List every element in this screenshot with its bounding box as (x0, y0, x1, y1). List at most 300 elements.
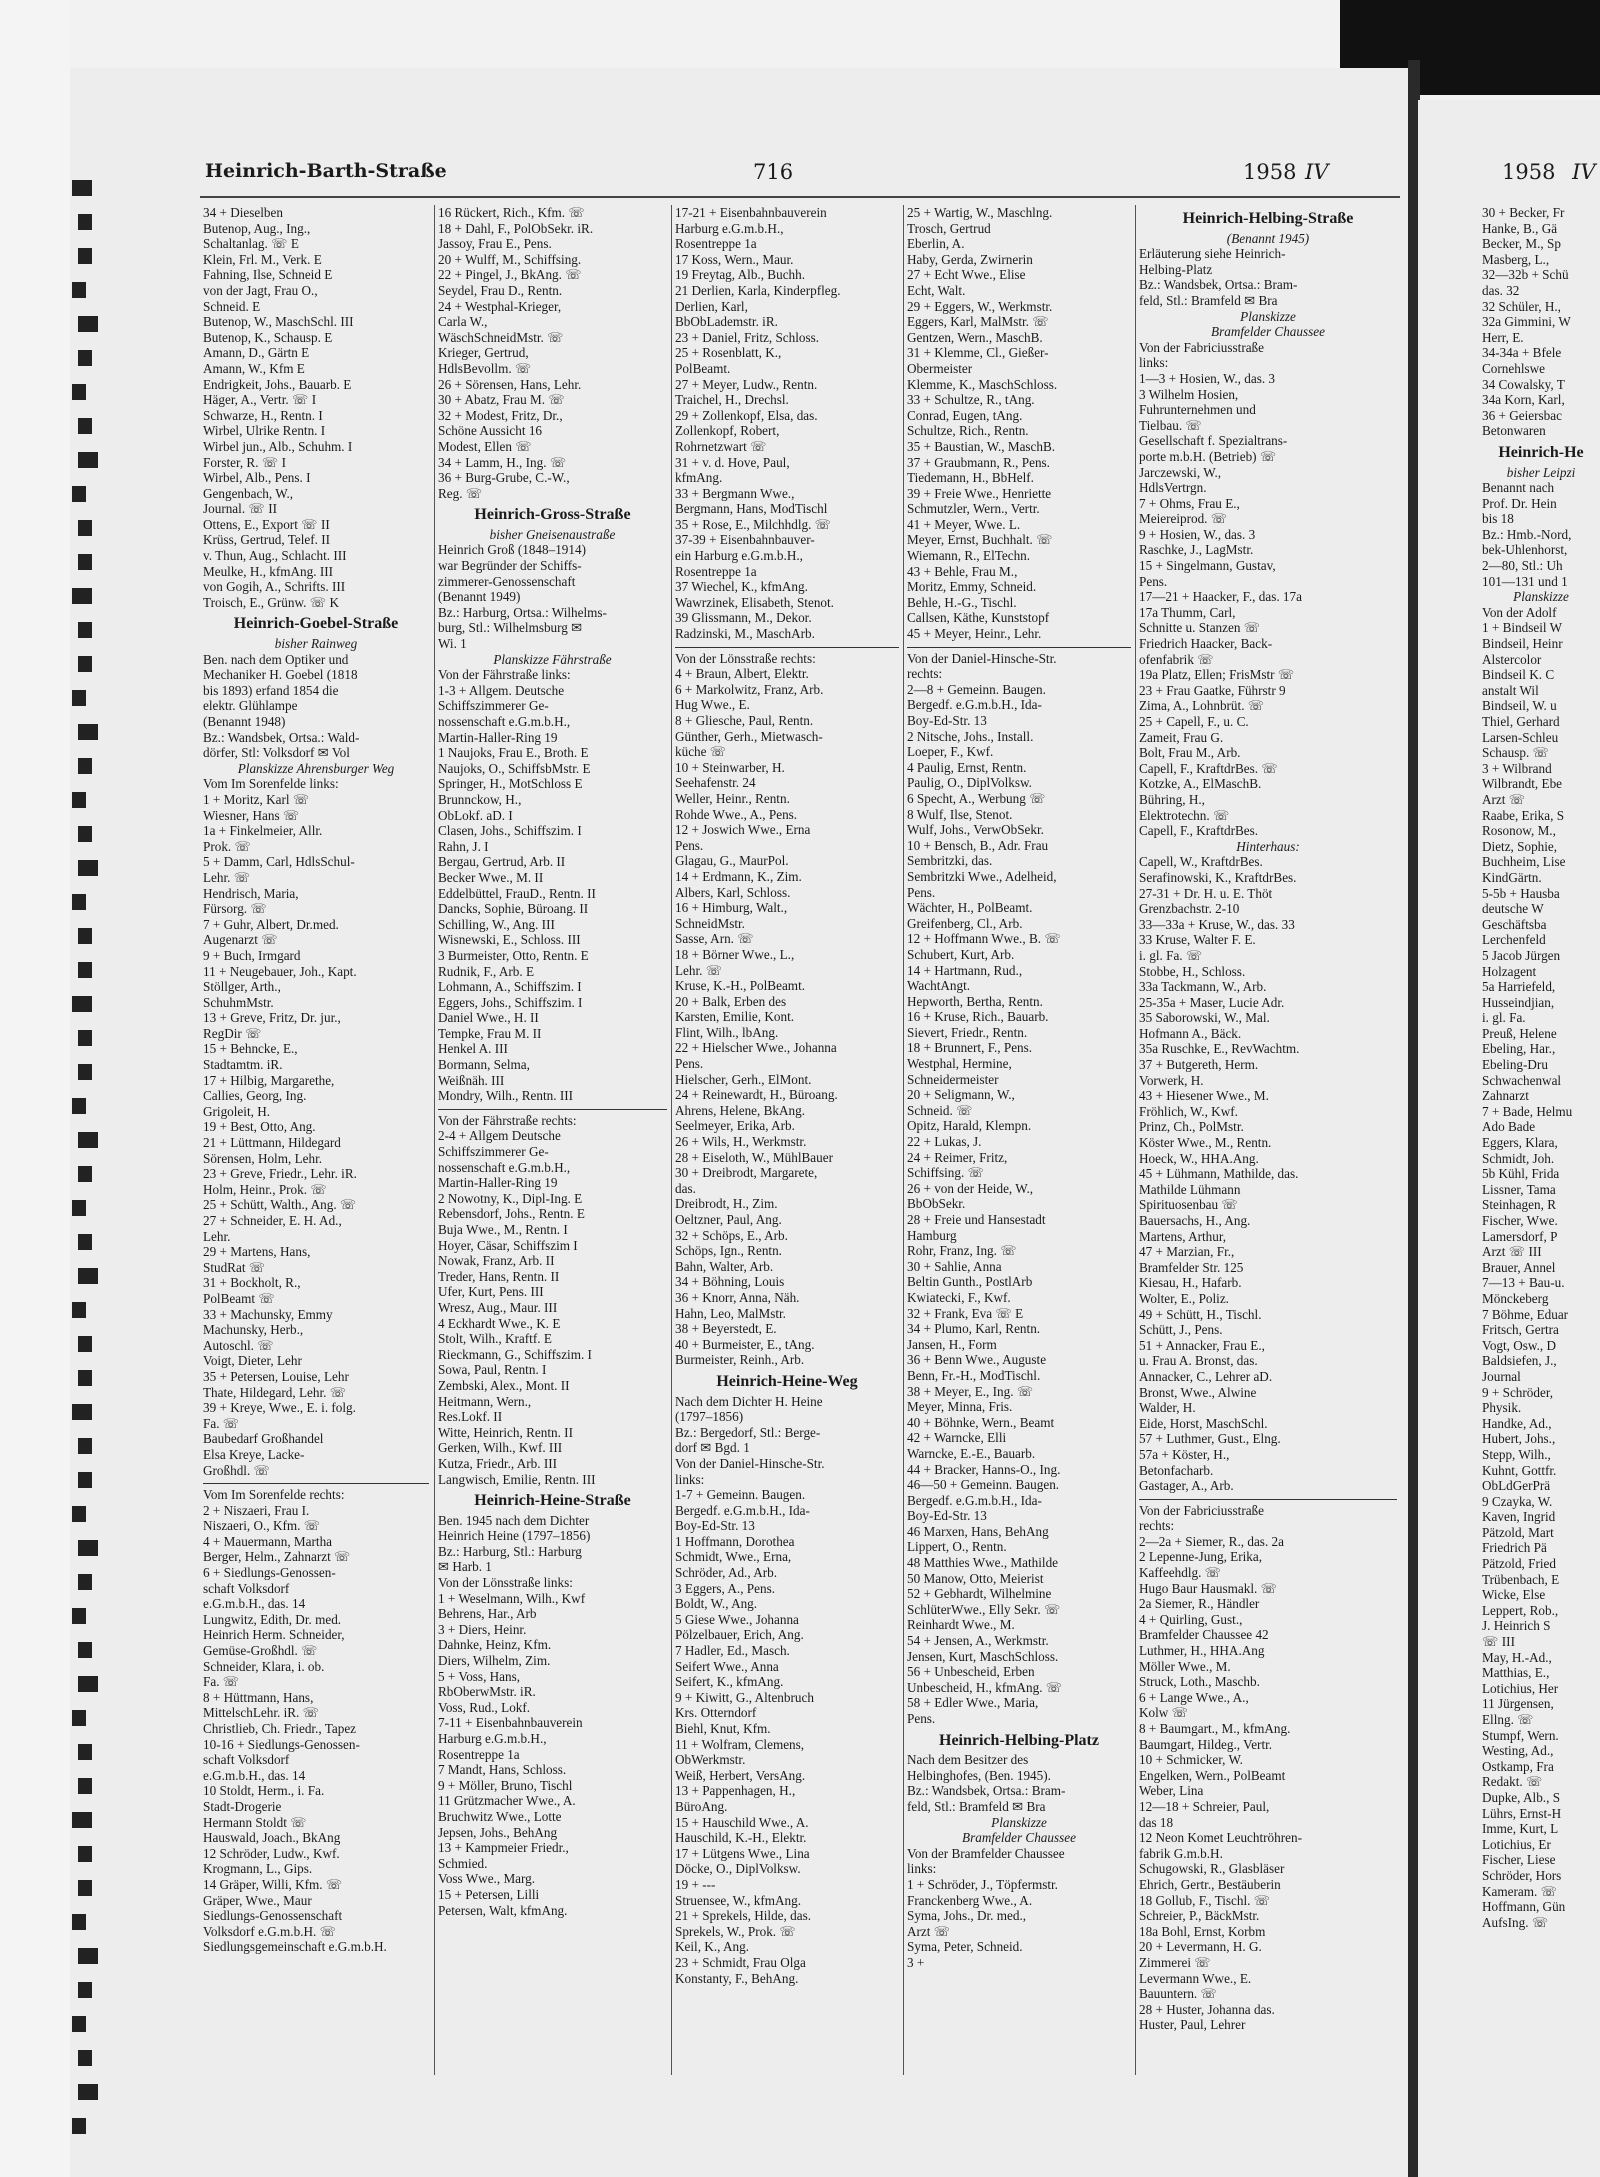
edge-mark (78, 826, 92, 842)
directory-entry: Seifert Wwe., Anna (675, 1658, 779, 1674)
directory-entry: Kruse, K.-H., PolBeamt. (675, 978, 806, 994)
directory-entry: 33 Kruse, Walter F. E. (1139, 932, 1256, 948)
directory-entry: Buja Wwe., M., Rentn. I (438, 1222, 568, 1237)
directory-entry: Boy-Ed-Str. 13 (907, 713, 987, 728)
directory-entry: Prok. ☏ (203, 838, 251, 854)
directory-entry: ObLokf. aD. I (438, 807, 513, 823)
directory-entry: Geschäftsba (1482, 916, 1547, 932)
directory-entry: Rebensdorf, Johs., Rentn. E (438, 1206, 585, 1222)
directory-entry: Von der Fabriciusstraße (1139, 1502, 1265, 1518)
edge-mark (78, 1166, 92, 1182)
directory-entry: Engelken, Wern., PolBeamt (1139, 1767, 1286, 1783)
directory-entry: 3 Wilhelm Hosien, (1139, 386, 1239, 402)
edge-mark (72, 1200, 86, 1216)
directory-entry: 34a Korn, Karl, (1482, 392, 1565, 408)
edge-mark (78, 656, 92, 672)
directory-entry: SchuhmMstr. (203, 994, 274, 1010)
directory-entry: Bindseil K. C (1482, 667, 1555, 683)
directory-entry: 33a Tackmann, W., Arb. (1139, 979, 1267, 995)
directory-entry: Döcke, O., DiplVolksw. (675, 1861, 801, 1877)
directory-entry: 41 + Meyer, Wwe. L. (907, 516, 1021, 532)
directory-entry: 9 + Hosien, W., das. 3 (1139, 526, 1256, 542)
directory-entry: 24 + Reinewardt, H., Büroang. (675, 1087, 838, 1103)
header-year: 1958 (1243, 160, 1297, 184)
directory-entry: 30 + Abatz, Frau M. ☏ (438, 392, 565, 408)
directory-entry: 37-39 + Eisenbahnbauver- (675, 532, 815, 548)
edge-mark (78, 1676, 98, 1692)
directory-entry: Grigoleit, H. (203, 1103, 271, 1119)
directory-entry: 54 + Jensen, A., Werkmstr. (907, 1633, 1049, 1649)
directory-entry: Seelmeyer, Erika, Arb. (675, 1118, 795, 1134)
directory-entry: Bindseil, Heinr (1482, 636, 1563, 652)
directory-entry: HdlsVertrgn. (1139, 480, 1207, 496)
directory-entry: Rohde Wwe., A., Pens. (675, 806, 798, 822)
directory-entry: Günther, Gerh., Mietwasch- (675, 728, 823, 744)
directory-entry: 14 Gräper, Willi, Kfm. ☏ (203, 1876, 343, 1892)
directory-entry: e.G.m.b.H., das. 14 (203, 1767, 306, 1783)
directory-entry: Stöllger, Arth., (203, 979, 281, 995)
edge-mark (72, 1710, 86, 1726)
directory-entry: 39 + Kreye, Wwe., E. i. folg. (203, 1400, 356, 1416)
column-rule (671, 205, 672, 2075)
directory-entry: Carla W., (438, 314, 488, 330)
directory-entry: Pens. (907, 884, 936, 900)
directory-entry: 18 Gollub, F., Tischl. ☏ (1139, 1892, 1271, 1908)
directory-entry: Schiffsing. ☏ (907, 1165, 985, 1181)
directory-entry: Schausp. ☏ (1482, 745, 1550, 761)
directory-entry: rechts: (907, 666, 943, 682)
edge-mark (78, 622, 92, 638)
directory-entry: StudRat ☏ (203, 1259, 266, 1275)
directory-entry: 43 + Hiesener Wwe., M. (1139, 1088, 1269, 1104)
directory-entry: 35 Saborowski, W., Mal. (1139, 1010, 1270, 1026)
directory-entry: Gesellschaft f. Spezialtrans- (1139, 433, 1288, 449)
page-header (205, 160, 1405, 194)
directory-entry: 7 Mandt, Hans, Schloss. (438, 1762, 567, 1778)
directory-entry: Herr, E. (1482, 329, 1524, 345)
edge-mark (72, 1302, 86, 1318)
directory-entry: Stepp, Wilh., (1482, 1446, 1551, 1462)
directory-entry: Bergedf. e.G.m.b.H., Ida- (907, 697, 1042, 713)
directory-entry: 4 Paulig, Ernst, Rentn. (907, 759, 1027, 775)
street-subtitle: bisher Gneisenaustraße (489, 526, 616, 542)
directory-entry: Kameram. ☏ (1482, 1883, 1558, 1899)
directory-entry: 34 + Dieselben (203, 205, 283, 220)
street-heading: Heinrich-Heine-Straße (474, 1492, 631, 1510)
directory-entry: Ostkamp, Fra (1482, 1758, 1554, 1774)
directory-entry: Betonfacharb. (1139, 1462, 1214, 1478)
directory-entry: SchneidMstr. (675, 915, 745, 931)
street-subtitle: (Benannt 1945) (1226, 230, 1310, 246)
directory-entry: 42 + Warncke, Elli (907, 1430, 1007, 1446)
directory-entry: 45 + Lühmann, Mathilde, das. (1139, 1166, 1299, 1182)
directory-entry: Voigt, Dieter, Lehr (203, 1353, 302, 1369)
directory-entry: Petersen, Walt, kfmAng. (438, 1902, 568, 1918)
directory-entry: Schugowski, R., Glasbläser (1139, 1861, 1285, 1877)
directory-entry: Bolt, Frau M., Arb. (1139, 745, 1241, 761)
directory-entry: 33—33a + Kruse, W., das. 33 (1139, 916, 1295, 932)
directory-entry: BbObSekr. (907, 1196, 966, 1212)
directory-entry: Struensee, W., kfmAng. (675, 1892, 802, 1908)
directory-entry: Zima, A., Lohnbrüt. ☏ (1139, 698, 1265, 714)
directory-entry: Stadt-Drogerie (203, 1798, 282, 1814)
directory-entry: Obermeister (907, 360, 973, 376)
directory-entry: Stumpf, Wern. (1482, 1727, 1559, 1743)
directory-entry: Bz.: Harburg, Stl.: Harburg (438, 1543, 582, 1559)
directory-entry: Krieger, Gertrud, (438, 345, 529, 361)
directory-entry: 18 + Börner Wwe., L., (675, 946, 795, 962)
directory-entry: Bz.: Bergedorf, Stl.: Berge- (675, 1424, 821, 1440)
directory-entry: 1 Hoffmann, Dorothea (675, 1533, 795, 1549)
directory-entry: Kuhnt, Gottfr. (1482, 1462, 1557, 1478)
directory-entry: dorf ✉ Bgd. 1 (675, 1440, 750, 1456)
edge-mark (78, 316, 98, 332)
directory-entry: Schiffszimmerer Ge- (438, 698, 549, 714)
directory-entry: Klein, Frl. M., Verk. E (203, 251, 322, 267)
directory-entry: Eggers, Johs., Schiffszim. I (438, 994, 583, 1010)
book-edge (0, 0, 70, 2177)
directory-entry: 33 + Bergmann Wwe., (675, 485, 795, 501)
directory-entry: Baldsiefen, J., (1482, 1353, 1557, 1369)
directory-entry: Heitmann, Wern., (438, 1393, 532, 1409)
directory-entry: 28 + Eiseloth, W., MühlBauer (675, 1149, 833, 1165)
directory-entry: 29 + Zollenkopf, Elsa, das. (675, 407, 818, 423)
street-heading: Heinrich-Goebel-Straße (233, 615, 399, 633)
directory-entry: Alstercolor (1482, 651, 1542, 667)
directory-entry: Von der Lönsstraße links: (438, 1575, 573, 1591)
directory-entry: 5 + Voss, Hans, (438, 1668, 521, 1684)
directory-entry: Traichel, H., Drechsl. (675, 392, 789, 408)
header-volume: IV (1305, 160, 1329, 184)
directory-entry: Jarczewski, W., (1139, 464, 1222, 480)
directory-entry: Pätzold, Fried (1482, 1556, 1556, 1572)
directory-entry: Von der Bramfelder Chaussee (907, 1845, 1065, 1861)
directory-entry: Loeper, F., Kwf. (907, 744, 994, 760)
directory-entry: das. (675, 1180, 696, 1196)
directory-entry: Schröder, Ad., Arb. (675, 1565, 778, 1581)
directory-entry: Bahn, Walter, Arb. (675, 1258, 774, 1274)
directory-entry: 23 + Frau Gaatke, Führstr 9 (1139, 682, 1286, 698)
directory-entry: Dupke, Alb., S (1482, 1789, 1561, 1805)
directory-entry: 46—50 + Gemeinn. Baugen. (907, 1477, 1060, 1493)
directory-entry: Mechaniker H. Goebel (1818 (203, 667, 358, 683)
directory-entry: Heinrich Heine (1797–1856) (438, 1528, 591, 1544)
directory-entry: 12 Schröder, Ludw., Kwf. (203, 1845, 340, 1861)
directory-entry: Bz.: Wandsbek, Ortsa.: Wald- (203, 729, 360, 745)
directory-entry: 21 + Lüttmann, Hildegard (203, 1135, 341, 1151)
directory-entry: 10 + Schmicker, W. (1139, 1752, 1243, 1768)
directory-entry: 12 Neon Komet Leuchtröhren- (1139, 1830, 1302, 1846)
directory-entry: 33 + Machunsky, Emmy (203, 1306, 333, 1322)
directory-entry: Thiel, Gerhard (1482, 714, 1560, 729)
directory-entry: Martens, Arthur, (1139, 1228, 1227, 1244)
directory-entry: Dietz, Sophie, (1482, 838, 1558, 854)
directory-entry: Meyer, Minna, Fris. (907, 1399, 1013, 1415)
edge-mark (72, 1404, 92, 1420)
directory-entry: Wiemann, R., ElTechn. (907, 548, 1031, 564)
directory-entry: 1 + Weselmann, Wilh., Kwf (438, 1590, 586, 1606)
directory-entry: Seehafenstr. 24 (675, 775, 756, 791)
directory-entry: Beltin Gunth., PostlArb (907, 1274, 1033, 1290)
directory-entry: Keil, K., Ang. (675, 1939, 749, 1955)
edge-mark (78, 452, 98, 468)
directory-entry: Volksdorf e.G.m.b.H. ☏ (203, 1923, 337, 1939)
directory-entry: 34-34a + Bfele (1482, 345, 1562, 361)
directory-entry: 15 + Petersen, Lilli (438, 1886, 540, 1902)
edge-mark (78, 1370, 92, 1386)
directory-entry: 40 + Böhnke, Wern., Beamt (907, 1414, 1055, 1430)
directory-entry: Dahnke, Heinz, Kfm. (438, 1637, 552, 1653)
directory-entry: nossenschaft e.G.m.b.H., (438, 1159, 571, 1175)
directory-entry: Lotichius, Er (1482, 1836, 1551, 1852)
directory-entry: Modest, Ellen ☏ (438, 438, 532, 454)
directory-entry: 4 Eckhardt Wwe., K. E (438, 1315, 561, 1331)
edge-mark (78, 214, 92, 230)
directory-entry: Fischer, Liese (1482, 1852, 1556, 1868)
directory-entry: Fahning, Ilse, Schneid E (203, 267, 333, 283)
directory-entry: Eide, Horst, MaschSchl. (1139, 1415, 1268, 1431)
directory-entry: 34 + Lamm, H., Ing. ☏ (438, 454, 567, 470)
directory-entry: Von der Daniel-Hinsche-Str. (907, 650, 1057, 666)
directory-entry: Rudnik, F., Arb. E (438, 963, 535, 979)
directory-entry: 8 + Gliesche, Paul, Rentn. (675, 713, 814, 728)
directory-entry: Tielbau. ☏ (1139, 417, 1202, 433)
directory-entry: 10 + Bensch, B., Adr. Frau (907, 837, 1049, 853)
directory-entry: Kolw ☏ (1139, 1705, 1189, 1721)
directory-entry: 35a Ruschke, E., RevWachtm. (1139, 1041, 1300, 1057)
directory-entry: Eggers, Karl, MalMstr. ☏ (907, 314, 1049, 330)
directory-entry: Wirbel, Ulrike Rentn. I (203, 423, 326, 439)
directory-entry: Eddelbüttel, FrauD., Rentn. II (438, 885, 596, 901)
directory-entry: 11 Jürgensen, (1482, 1696, 1554, 1712)
directory-entry: Rohrnetzwart ☏ (675, 438, 767, 454)
directory-entry: Bz.: Wandsbek, Ortsa.: Bram- (907, 1783, 1066, 1799)
directory-entry: Bormann, Selma, (438, 1057, 530, 1073)
directory-entry: Heinrich Herm. Schneider, (203, 1627, 345, 1643)
directory-entry: Hoyer, Cäsar, Schiffszim I (438, 1237, 578, 1253)
directory-entry: Leppert, Rob., (1482, 1602, 1559, 1618)
directory-entry: Zollenkopf, Robert, (675, 423, 780, 439)
header-rule (200, 196, 1400, 198)
edge-mark (72, 1608, 86, 1624)
directory-entry: 27 + Meyer, Ludw., Rentn. (675, 376, 818, 392)
directory-entry: Wisnewski, E., Schloss. III (438, 932, 581, 948)
directory-entry: bis 18 (1482, 511, 1514, 527)
directory-entry: 17a Thumm, Carl, (1139, 604, 1236, 620)
directory-entry: Nach dem Besitzer des (907, 1752, 1029, 1768)
directory-entry: Kaffeehdlg. ☏ (1139, 1565, 1222, 1581)
directory-entry: Meulke, H., kfmAng. III (203, 563, 334, 579)
directory-entry: 3 + Diers, Heinr. (438, 1621, 527, 1637)
directory-entry: Preuß, Helene (1482, 1025, 1557, 1041)
directory-entry: 9 + Schröder, (1482, 1384, 1553, 1400)
directory-entry: Pens. (907, 1711, 936, 1726)
directory-entry: Burmeister, Reinh., Arb. (675, 1352, 805, 1368)
directory-entry: Gengenbach, W., (203, 485, 294, 501)
directory-entry: Clasen, Johs., Schiffszim. I (438, 823, 582, 839)
directory-entry: Arzt ☏ (1482, 791, 1526, 807)
directory-entry: 25 + Rosenblatt, K., (675, 345, 782, 361)
street-heading: Heinrich-Helbing-Platz (939, 1731, 1099, 1749)
edge-mark (78, 758, 92, 774)
column-3 (675, 205, 899, 2120)
directory-entry: Schwachenwal (1482, 1072, 1562, 1088)
directory-entry: Naujoks, O., SchiffsbMstr. E (438, 760, 591, 776)
directory-entry: Gemüse-Großhdl. ☏ (203, 1643, 318, 1659)
directory-entry: 34 + Plumo, Karl, Rentn. (907, 1321, 1041, 1337)
directory-entry: Fröhlich, W., Kwf. (1139, 1103, 1238, 1119)
directory-entry: 13 + Kampmeier Friedr., (438, 1840, 569, 1856)
directory-entry: Handke, Ad., (1482, 1415, 1552, 1431)
directory-entry: 26 + Wils, H., Werkmstr. (675, 1134, 807, 1150)
section-divider (1139, 1499, 1397, 1500)
directory-entry: 20 + Seligmann, W., (907, 1087, 1015, 1103)
edge-mark (78, 554, 92, 570)
directory-entry: 37 + Butgereth, Herm. (1139, 1057, 1259, 1073)
directory-entry: Schiffszimmerer Ge- (438, 1144, 549, 1160)
edge-mark (78, 1268, 98, 1284)
directory-entry: Elektrotechn. ☏ (1139, 807, 1230, 823)
directory-entry: 33 + Schultze, R., tAng. (907, 392, 1035, 408)
directory-entry: 8 + Baumgart., M., kfmAng. (1139, 1721, 1291, 1736)
directory-entry: Fritsch, Gertra (1482, 1322, 1559, 1338)
edge-mark (78, 928, 92, 944)
directory-entry: 32a Gimmini, W (1482, 314, 1571, 330)
directory-entry: Von der Adolf (1482, 604, 1557, 620)
directory-entry: Vom Im Sorenfelde links: (203, 776, 339, 792)
directory-entry: Becker Wwe., M. II (438, 869, 544, 885)
edge-mark (72, 1098, 86, 1114)
directory-entry: Boy-Ed-Str. 13 (907, 1508, 987, 1524)
edge-mark (78, 1642, 92, 1658)
directory-entry: küche ☏ (675, 744, 727, 760)
directory-entry: 21 + Sprekels, Hilde, das. (675, 1908, 811, 1924)
column-6 (1482, 205, 1600, 2120)
directory-entry: Tiedemann, H., BbHelf. (907, 470, 1034, 486)
directory-entry: 5a Harriefeld, (1482, 979, 1556, 995)
directory-entry: HdlsBevollm. ☏ (438, 360, 532, 376)
directory-entry: Moritz, Emmy, Schneid. (907, 579, 1037, 595)
directory-entry: Baubedarf Großhandel (203, 1431, 324, 1447)
next-page-header (1502, 160, 1596, 184)
edge-mark (72, 486, 86, 502)
directory-entry: Vogt, Osw., D (1482, 1337, 1557, 1353)
directory-entry: 19a Platz, Ellen; FrisMstr ☏ (1139, 667, 1295, 683)
directory-entry: Oeltzner, Paul, Ang. (675, 1212, 782, 1227)
edge-mark (78, 1132, 98, 1148)
edge-mark (78, 1778, 92, 1794)
directory-entry: Lehr. (203, 1228, 231, 1244)
directory-entry: Kwiatecki, F., Kwf. (907, 1289, 1011, 1305)
directory-entry: Weißnäh. III (438, 1072, 505, 1088)
directory-entry: 37 Wiechel, K., kfmAng. (675, 579, 808, 595)
directory-entry: Bergmann, Hans, ModTischl (675, 501, 828, 517)
edge-mark (78, 724, 98, 740)
directory-entry: 1-3 + Allgem. Deutsche (438, 682, 565, 698)
edge-mark (78, 1880, 92, 1896)
directory-entry: schaft Volksdorf (203, 1752, 290, 1768)
directory-entry: Pätzold, Mart (1482, 1524, 1554, 1540)
directory-entry: 43 + Behle, Frau M., (907, 563, 1018, 579)
directory-entry: Ben. nach dem Optiker und (203, 651, 349, 667)
directory-entry: 2a Siemer, R., Händler (1139, 1596, 1260, 1612)
directory-entry: 4 + Braun, Albert, Elektr. (675, 666, 809, 682)
directory-entry: Callies, Georg, Ing. (203, 1088, 307, 1104)
directory-entry: 38 + Meyer, E., Ing. ☏ (907, 1383, 1034, 1399)
directory-entry: 10-16 + Siedlungs-Genossen- (203, 1736, 360, 1752)
column-4 (907, 205, 1131, 2120)
directory-entry: Sembritzki Wwe., Adelheid, (907, 868, 1057, 884)
directory-entry: Holm, Heinr., Prok. ☏ (203, 1181, 327, 1197)
directory-entry: Stolt, Wilh., Kraftf. E (438, 1331, 552, 1347)
street-subtitle: Hinterhaus: (1236, 838, 1300, 854)
directory-entry: Forster, R. ☏ I (203, 454, 286, 470)
section-divider (438, 1109, 667, 1110)
directory-entry: Struck, Loth., Maschb. (1139, 1674, 1260, 1690)
column-1 (203, 205, 429, 2120)
directory-entry: 2 + Niszaeri, Frau I. (203, 1502, 310, 1518)
directory-entry: Hubert, Johs., (1482, 1431, 1556, 1447)
directory-entry: 17—21 + Haacker, F., das. 17a (1139, 589, 1302, 605)
directory-entry: Cornehlswe (1482, 360, 1545, 376)
edge-mark (78, 1846, 92, 1862)
directory-entry: 7 + Ohms, Frau E., (1139, 495, 1240, 511)
directory-entry: Westing, Ad., (1482, 1743, 1554, 1759)
directory-entry: Larsen-Schleu (1482, 729, 1559, 745)
directory-entry: Wirbel jun., Alb., Schuhm. I (203, 438, 353, 454)
directory-entry: Von der Fährstraße rechts: (438, 1112, 577, 1128)
directory-entry: Lührs, Ernst-H (1482, 1805, 1562, 1821)
directory-entry: Henkel A. III (438, 1041, 508, 1057)
directory-entry: 1 + Schröder, J., Töpfermstr. (907, 1876, 1058, 1892)
directory-entry: Mathilde Lühmann (1139, 1181, 1241, 1197)
directory-entry: 17 Koss, Wern., Maur. (675, 251, 794, 267)
directory-entry: Hermann Stoldt ☏ (203, 1814, 307, 1830)
directory-entry: Hendrisch, Maria, (203, 885, 299, 901)
directory-entry: 1a + Finkelmeier, Allr. (203, 823, 323, 839)
street-heading: Heinrich-Gross-Straße (474, 506, 631, 524)
directory-entry: Holzagent (1482, 963, 1537, 979)
directory-entry: Fa. ☏ (203, 1674, 240, 1690)
directory-entry: Pens. (1139, 573, 1168, 589)
directory-entry: Imme, Kurt, L (1482, 1821, 1559, 1837)
directory-entry: 10 Stoldt, Herm., i. Fa. (203, 1783, 325, 1799)
directory-entry: war Begründer der Schiffs- (438, 558, 582, 574)
directory-entry: Syma, Johs., Dr. med., (907, 1908, 1027, 1924)
directory-entry: dörfer, Stl: Volksdorf ✉ Vol (203, 745, 350, 761)
directory-entry: Gentzen, Wern., MaschB. (907, 329, 1043, 345)
directory-entry: Pens. (675, 1056, 704, 1072)
directory-entry: 2—2a + Siemer, R., das. 2a (1139, 1533, 1284, 1549)
directory-entry: 48 Matthies Wwe., Mathilde (907, 1555, 1059, 1571)
directory-entry: Wiesner, Hans ☏ (203, 807, 300, 823)
directory-entry: Baumgart, Hildeg., Vertr. (1139, 1736, 1273, 1752)
directory-entry: 12—18 + Schreier, Paul, (1139, 1798, 1270, 1814)
directory-entry: Bruchwitz Wwe., Lotte (438, 1808, 562, 1824)
directory-entry: Capell, W., KraftdrBes. (1139, 854, 1263, 870)
directory-entry: Lohmann, A., Schiffszim. I (438, 979, 582, 995)
directory-entry: Krüss, Gertrud, Telef. II (203, 532, 331, 548)
directory-entry: 32—32b + Schü (1482, 267, 1569, 283)
directory-entry: Unbescheid, H., kfmAng. ☏ (907, 1679, 1063, 1695)
directory-entry: Erläuterung siehe Heinrich- (1139, 246, 1286, 262)
directory-entry: Ahrens, Helene, BkAng. (675, 1102, 806, 1118)
directory-entry: 50 Manow, Otto, Meierist (907, 1570, 1044, 1586)
directory-entry: 32 Schüler, H., (1482, 298, 1561, 314)
street-subtitle: Planskizze Ahrensburger Weg (237, 760, 395, 776)
directory-entry: Endrigkeit, Johs., Bauarb. E (203, 376, 352, 392)
directory-entry: Dancks, Sophie, Büroang. II (438, 901, 589, 917)
